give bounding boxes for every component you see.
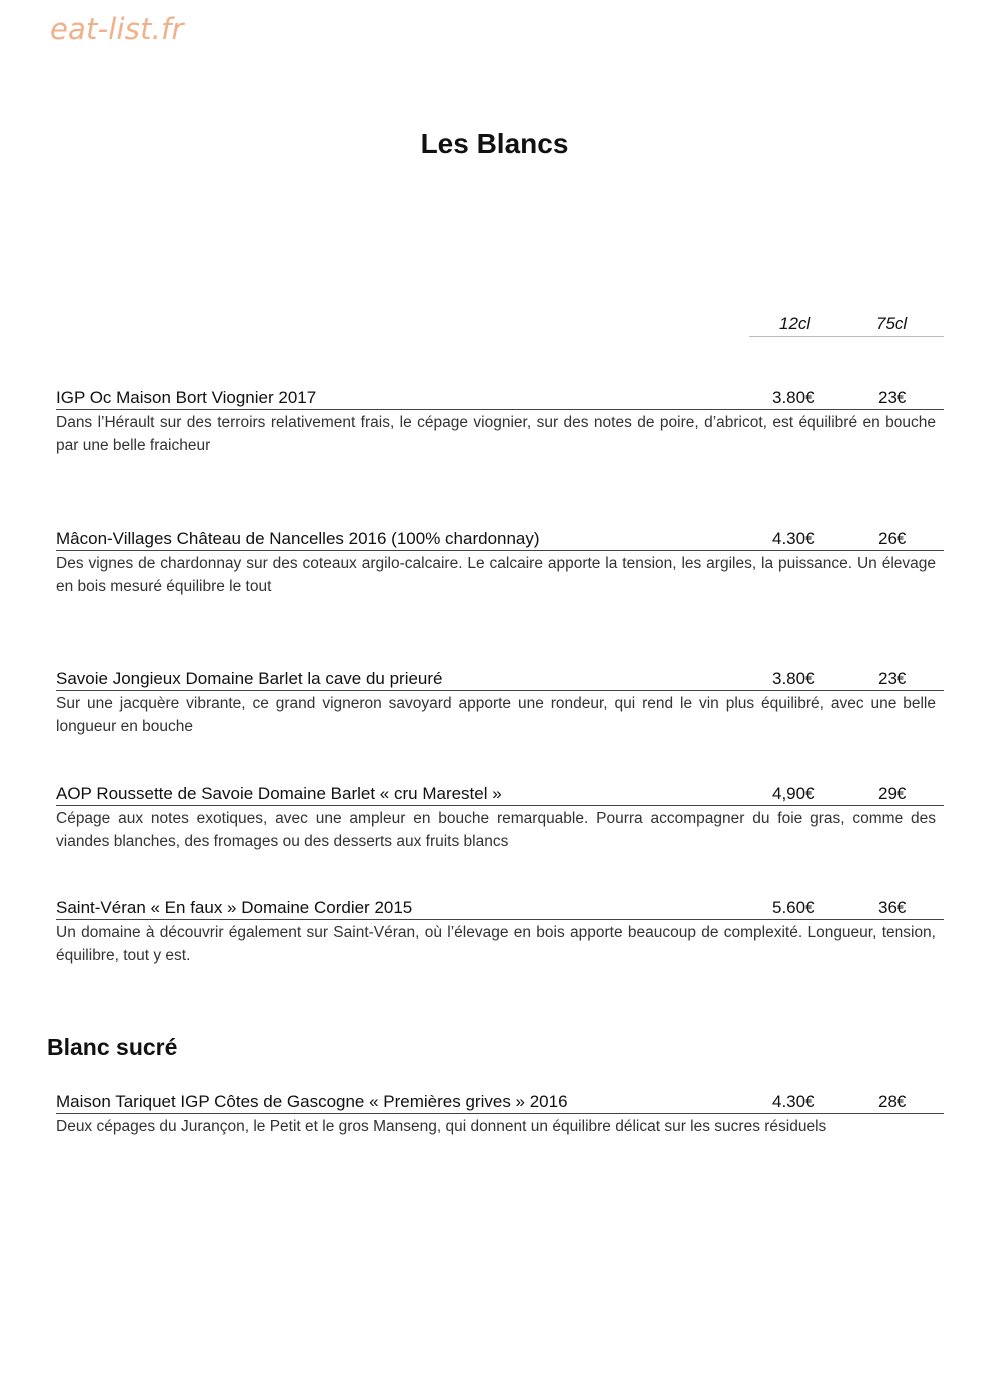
wine-name: AOP Roussette de Savoie Domaine Barlet « cru Marestel » [56, 784, 502, 803]
wine-name: Savoie Jongieux Domaine Barlet la cave du prieuré [56, 669, 443, 688]
price-bottle: 28€ [878, 1092, 907, 1111]
wine-row [56, 1091, 944, 1114]
price-bottle: 29€ [878, 784, 907, 803]
wine-row [56, 783, 944, 806]
price-glass: 4,90€ [772, 784, 815, 803]
column-header-12cl: 12cl [779, 314, 811, 333]
price-glass: 5.60€ [772, 898, 815, 917]
wine-item [56, 783, 944, 853]
price-bottle: 26€ [878, 529, 907, 548]
price-bottle: 23€ [878, 669, 907, 688]
wine-row [56, 528, 944, 551]
wine-item [56, 897, 944, 967]
wine-description: Sur une jacquère vibrante, ce grand vigneron savoyard apporte une rondeur, qui rend le vin plus équilibré, avec une belle longueur en bouche [56, 695, 936, 735]
price-glass: 3.80€ [772, 669, 815, 688]
price-bottle: 23€ [878, 388, 907, 407]
wine-name: Mâcon-Villages Château de Nancelles 2016 (100% chardonnay) [56, 529, 540, 548]
price-bottle: 36€ [878, 898, 907, 917]
column-header-75cl: 75cl [876, 314, 908, 333]
wine-name: IGP Oc Maison Bort Viognier 2017 [56, 388, 317, 407]
wine-description: Des vignes de chardonnay sur des coteaux argilo-calcaire. Le calcaire apporte la tension, les argiles, la puissance. Un élevage en bois mesuré équilibre le tout [56, 555, 936, 595]
wine-description: Un domaine à découvrir également sur Saint-Véran, où l’élevage en bois apporte beaucoup de complexité. Longueur, tension, équilibre, tout y est. [56, 924, 936, 964]
wine-row [56, 387, 944, 410]
wine-item [56, 1091, 944, 1139]
price-glass: 4.30€ [772, 529, 815, 548]
wine-description: Dans l’Hérault sur des terroirs relativement frais, le cépage viognier, sur des notes de poire, d’abricot, est équilibré en bouche par une belle fraicheur [56, 414, 936, 454]
wine-name: Saint-Véran « En faux » Domaine Cordier 2015 [56, 898, 413, 917]
wine-item [56, 528, 944, 598]
wine-item [56, 668, 944, 738]
column-header-rule [749, 336, 944, 337]
section-title-sweet: Blanc sucré [47, 1034, 178, 1060]
price-glass: 4.30€ [772, 1092, 815, 1111]
wine-description: Cépage aux notes exotiques, avec une ampleur en bouche remarquable. Pourra accompagner du foie gras, comme des viandes blanches, des fromages ou des desserts aux fruits blancs [56, 810, 936, 850]
price-glass: 3.80€ [772, 388, 815, 407]
wine-row [56, 668, 944, 691]
site-watermark: eat-list.fr [50, 12, 184, 46]
wine-name: Maison Tariquet IGP Côtes de Gascogne « Premières grives » 2016 [56, 1092, 568, 1111]
wine-item [56, 387, 944, 457]
page-title: Les Blancs [420, 128, 569, 159]
wine-description: Deux cépages du Jurançon, le Petit et le gros Manseng, qui donnent un équilibre délicat sur les sucres résiduels [56, 1118, 827, 1135]
wine-row [56, 897, 944, 920]
